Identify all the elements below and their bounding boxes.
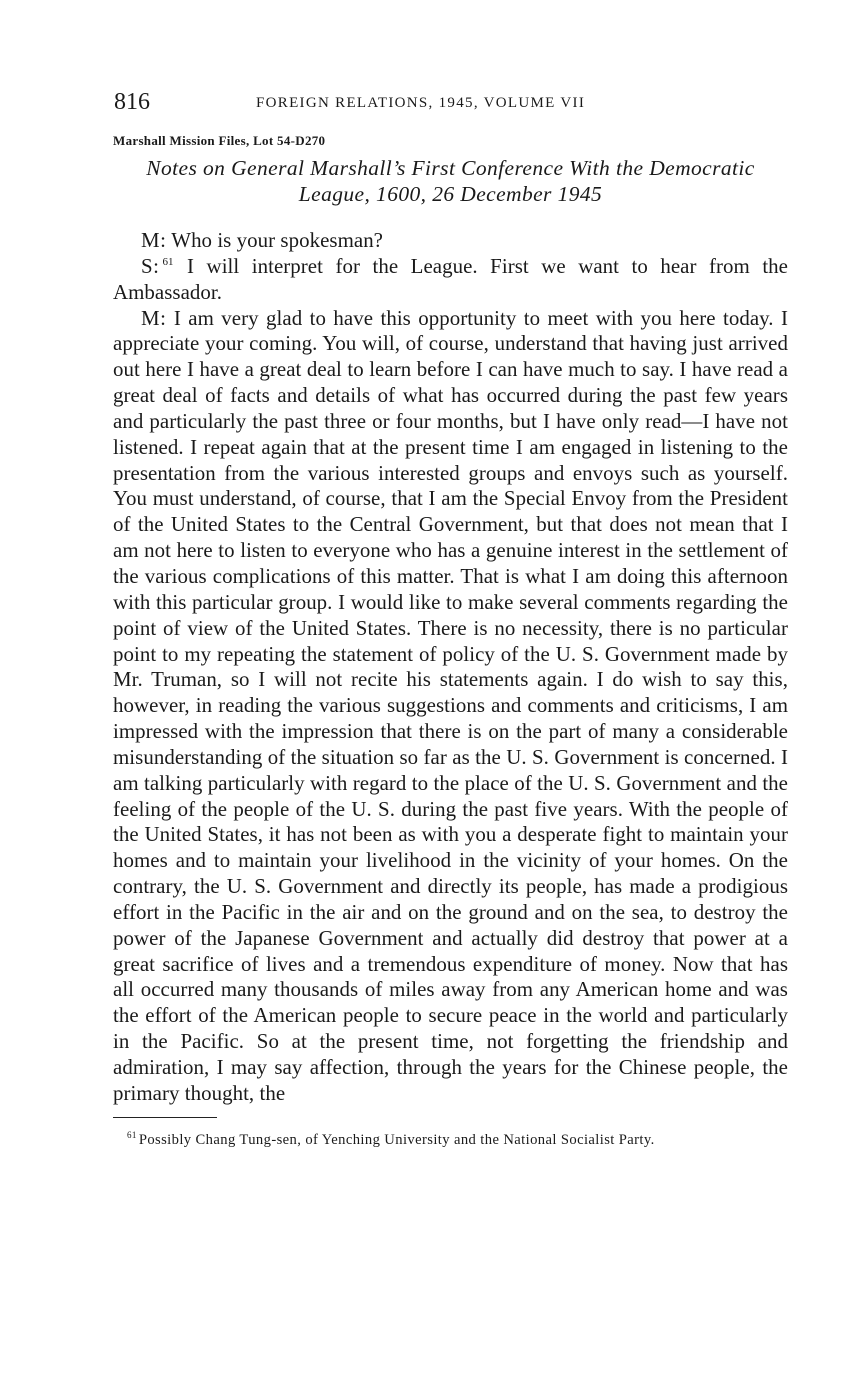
document-page [113,88,788,1149]
transcript-paragraph [113,228,788,254]
running-title: FOREIGN RELATIONS, 1945, VOLUME VII [256,95,586,111]
source-citation: Marshall Mission Files, Lot 54-D270 [113,133,326,148]
footnote-reference: 61 [162,255,174,268]
transcript-paragraph [113,254,788,306]
document-title-line-2: League, 1600, 26 December 1945 [298,182,603,206]
footnote-number: 61 [127,1129,137,1140]
running-head [113,88,788,118]
transcript-body [113,228,788,1107]
transcript-paragraph [113,306,788,1107]
document-title-line-1: Notes on General Marshall’s First Conference With the Democratic [146,156,755,180]
speaker-label: M: [141,228,167,252]
paragraph-text: I will interpret for the League. First we want to hear from the Ambassador. [113,253,788,304]
page-number: 816 [114,89,150,115]
paragraph-text: I am very glad to have this opportunity to meet with you here today. I appreciate your coming. You will, of course, understand that having just arrived out here I have a great deal to learn before I can have much to say. I have read a great deal of facts and details of what has occurred during the past few years and particularly the past three or four months, but I have only read—I have not listened. I repeat again that at the present time I am engaged in listening to the presentation from the various interested groups and envoys such as yourself. You must understand, of course, that I am the Special Envoy from the President of the United States to the Central Government, but that does not mean that I am not here to listen to everyone who has a genuine interest in the settlement of the various complications of this matter. That is what I am doing this afternoon with this particular group. I would like to make several comments regarding the point of view of the United States. There is no necessity, there is no particular point to my repeating the statement of policy of the U. S. Government made by Mr. Truman, so I will not recite his statements again. I do wish to say this, however, in reading the various suggestions and comments and criticisms, I am impressed with the impression that there is on the part of many a considerable misunderstanding of the situation so far as the U. S. Government is concerned. I am talking particularly with regard to the place of the U. S. Government and the feeling of the people of the U. S. during the past five years. With the people of the United States, it has not been as with you a desperate fight to maintain your homes and to maintain your livelihood in the vicinity of your homes. On the contrary, the U. S. Government and directly its people, has made a prodigious effort in the Pacific in the air and on the ground and on the sea, to destroy the power of the Japanese Government and actually did destroy that power at a great sacrifice of lives and a tremendous expenditure of money. Now that has all occurred many thousands of miles away from any American home and was the effort of the American people to secure peace in the world and particularly in the Pacific. So at the present time, not forgetting the friendship and admiration, I may say affection, through the years for the Chinese people, the primary thought, the [113,305,788,1105]
footnote-divider [113,1117,217,1118]
document-title [113,155,788,207]
speaker-label: S: [141,253,160,278]
paragraph-text: Who is your spokesman? [171,228,384,252]
footnote [113,1129,788,1149]
speaker-label: M: [141,305,167,330]
footnote-text: Possibly Chang Tung-sen, of Yenching University and the National Socialist Party. [138,1131,655,1148]
